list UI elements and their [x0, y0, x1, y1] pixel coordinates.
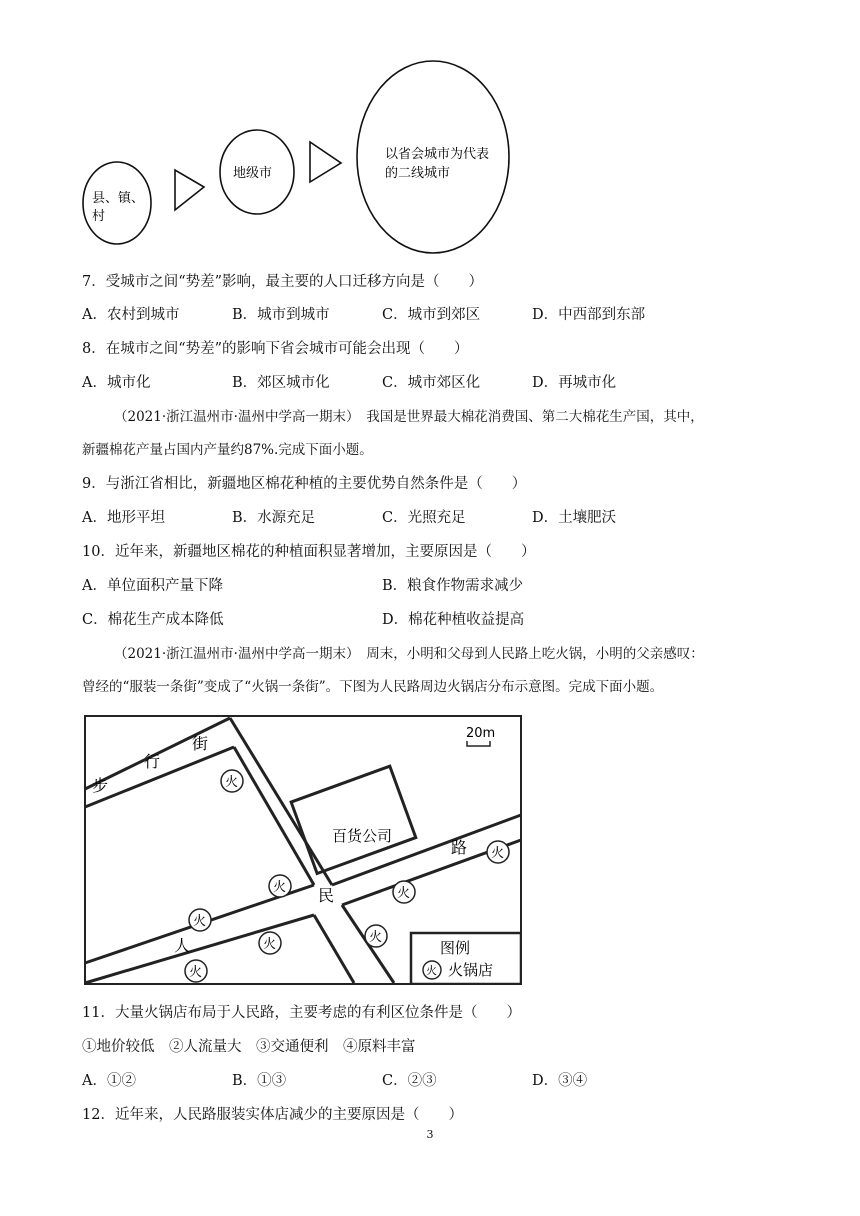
q9-option-a: A．地形平坦	[82, 510, 165, 526]
q8-stem: 8．在城市之间“势差”的影响下省会城市可能会出现（ ）	[82, 341, 469, 357]
page-number: 3	[426, 1128, 434, 1141]
street-char-bu: 步	[92, 776, 109, 795]
circle1-line2: 村	[92, 209, 106, 224]
q11-stem: 11．大量火锅店布局于人民路，主要考虑的有利区位条件是（ ）	[82, 1005, 521, 1021]
svg-text:火: 火	[397, 886, 411, 901]
q11-option-a: A．①②	[82, 1073, 136, 1089]
circle3-line2: 的二线城市	[385, 166, 451, 181]
arrow-triangle-1	[175, 170, 204, 210]
hotpot-marker	[365, 925, 387, 947]
hotpot-marker	[487, 841, 509, 863]
circle1-line1: 县、镇、	[92, 191, 145, 206]
q10-stem: 10．近年来，新疆地区棉花的种植面积显著增加，主要原因是（ ）	[82, 544, 536, 560]
hotpot-marker	[259, 932, 281, 954]
q8-option-a: A．城市化	[82, 375, 151, 391]
q7-option-b: B．城市到城市	[232, 307, 330, 323]
svg-text:火: 火	[225, 775, 239, 790]
q8-option-b: B．郊区城市化	[232, 375, 330, 391]
q7-option-a: A．农村到城市	[82, 307, 180, 323]
q11-choices: ①地价较低 ②人流量大 ③交通便利 ④原料丰富	[82, 1039, 416, 1055]
q9-stem: 9．与浙江省相比，新疆地区棉花种植的主要优势自然条件是（ ）	[82, 476, 527, 492]
svg-text:火: 火	[189, 965, 203, 980]
intro1-line1: （2021·浙江温州市·温州中学高一期末） 我国是世界最大棉花消费国、第二大棉花生产国，其中，	[114, 409, 704, 425]
street-char-jie: 街	[192, 734, 209, 753]
legend-title: 图例	[440, 939, 471, 957]
q12-stem: 12．近年来，人民路服装实体店减少的主要原因是（ ）	[82, 1107, 463, 1123]
q9-option-c: C．光照充足	[382, 510, 466, 526]
circle2-label: 地级市	[233, 166, 273, 181]
svg-text:火: 火	[426, 964, 437, 977]
q9-option-d: D．土壤肥沃	[532, 510, 617, 526]
road-char-ren: 人	[174, 936, 191, 955]
svg-text:火: 火	[491, 846, 505, 861]
q11-option-c: C．②③	[382, 1073, 437, 1089]
q11-option-d: D．③④	[532, 1073, 588, 1089]
q8-option-d: D．再城市化	[532, 375, 617, 391]
scale-label: 20m	[466, 726, 496, 741]
q7-option-d: D．中西部到东部	[532, 307, 646, 323]
road-char-lu: 路	[451, 838, 468, 857]
hotpot-marker	[221, 770, 243, 792]
svg-text:火: 火	[263, 937, 277, 952]
q11-option-b: B．①③	[232, 1073, 287, 1089]
hotpot-marker	[189, 909, 211, 931]
svg-text:火: 火	[273, 880, 287, 895]
hotpot-marker	[185, 960, 207, 982]
q7-option-c: C．城市到郊区	[382, 307, 481, 323]
svg-text:火: 火	[193, 914, 207, 929]
svg-text:火: 火	[369, 930, 383, 945]
road-char-min: 民	[318, 886, 335, 905]
hotpot-marker	[269, 875, 291, 897]
q7-stem: 7．受城市之间“势差”影响，最主要的人口迁移方向是（ ）	[82, 274, 484, 290]
q8-option-c: C．城市郊区化	[382, 375, 481, 391]
q10-option-a: A．单位面积产量下降	[82, 578, 223, 594]
q9-option-b: B．水源充足	[232, 510, 316, 526]
intro1-line2: 新疆棉花产量占国内产量约87%.完成下面小题。	[82, 442, 373, 458]
intro2-line2: 曾经的“服装一条街”变成了“火锅一条街”。下图为人民路周边火锅店分布示意图。完成下面小题。	[82, 679, 664, 695]
legend-hotpot-marker	[423, 961, 441, 979]
q10-option-d: D．棉花种植收益提高	[382, 612, 525, 628]
circle3-line1: 以省会城市为代表	[385, 147, 490, 162]
city-hierarchy-diagram	[80, 58, 540, 258]
department-store-label: 百货公司	[332, 827, 393, 845]
legend-item-label: 火锅店	[448, 961, 494, 979]
street-char-xing: 行	[144, 752, 161, 771]
q10-option-b: B．粮食作物需求减少	[382, 578, 524, 594]
hotpot-distribution-map	[84, 715, 522, 985]
intro2-line1: （2021·浙江温州市·温州中学高一期末） 周末，小明和父母到人民路上吃火锅，小明的父亲感叹：	[114, 646, 704, 662]
q10-option-c: C．棉花生产成本降低	[82, 612, 224, 628]
arrow-triangle-2	[310, 142, 341, 182]
hotpot-marker	[393, 881, 415, 903]
